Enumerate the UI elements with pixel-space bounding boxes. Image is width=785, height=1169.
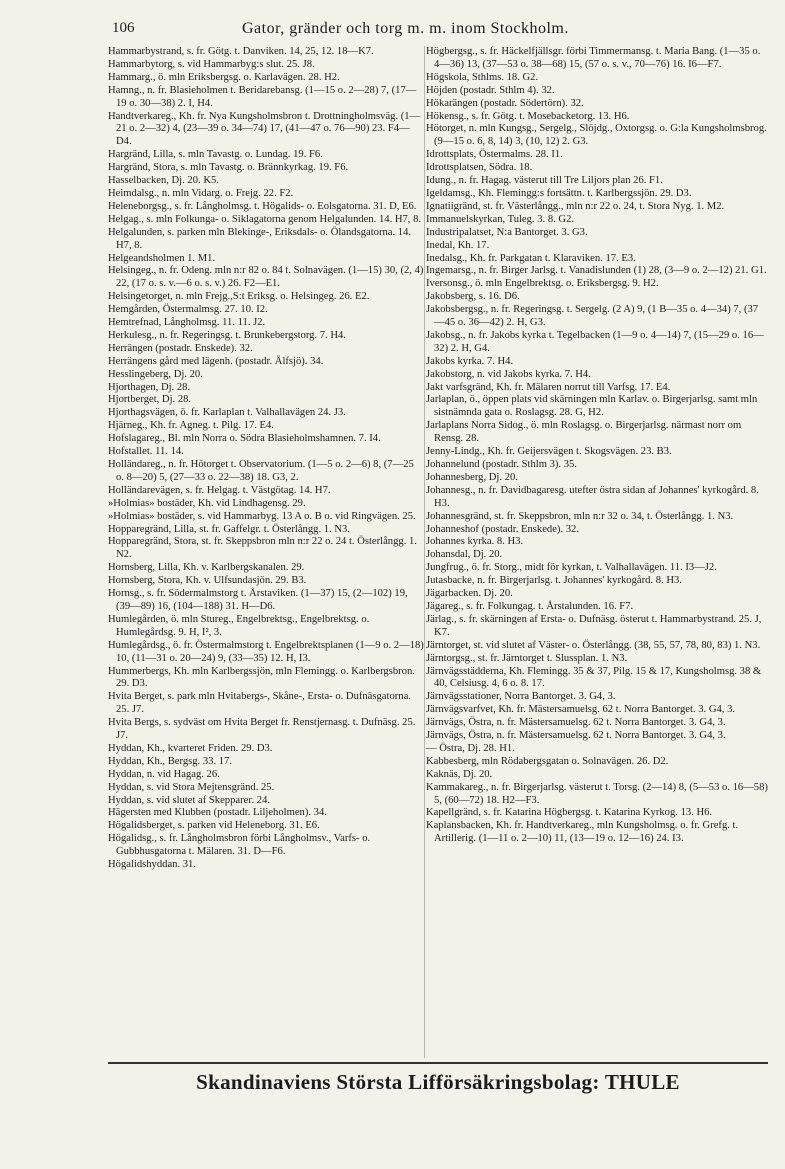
directory-entry: Herrängens gård med lägenh. (postadr. Älfsjö). 34. <box>108 355 324 367</box>
directory-entry: Järlag., s. fr. skärningen af Ersta- o. Dufnäsg. österut t. Hammarbystrand. 25. J, K7. <box>426 613 762 638</box>
directory-entry: Hjärneg., Kh. fr. Agneg. t. Pilg. 17. E4. <box>108 420 274 432</box>
directory-entry: Johansdal, Dj. 20. <box>426 549 503 561</box>
directory-entry: Järntorgsg., st. fr. Järntorget t. Slussplan. 1. N3. <box>426 652 628 664</box>
directory-entry: Johannesberg, Dj. 20. <box>426 471 518 483</box>
directory-entry: Hornsberg, Stora, Kh. v. Ulfsundasjön. 29. B3. <box>108 575 307 587</box>
directory-entry: Handtverkareg., Kh. fr. Nya Kungsholmsbron t. Drottningholmsväg. (1—21 o. 2—32) 4, (23—39 o. 34—74) 17, (41—47 o. 76—90) 23. F4—D4. <box>108 110 421 148</box>
directory-entry: Herkulesg., n. fr. Regeringsg. t. Brunkebergstorg. 7. H4. <box>108 329 346 341</box>
directory-entry: Hemgården, Östermalmsg. 27. 10. I2. <box>108 304 268 316</box>
directory-entry: Kammakareg., n. fr. Birgerjarlsg. västerut t. Torsg. (2—14) 8, (5—53 o. 16—58) 5, (60—72) 18. H2—F3. <box>426 781 768 806</box>
directory-entry: Jakobsg., n. fr. Jakobs kyrka t. Tegelbacken (1—9 o. 4—14) 7, (15—29 o. 16—32) 2. H, G4. <box>426 329 764 354</box>
directory-entry: Högalidsg., s. fr. Långholmsbron förbi Långholmsv., Varfs- o. Gubbhusgatorna t. Mälaren. 31. D—F6. <box>108 833 371 858</box>
directory-entry: Hammarg., ö. mln Eriksbergsg. o. Karlavägen. 28. H2. <box>108 71 340 83</box>
directory-entry: Järnvägsvarfvet, Kh. fr. Mästersamuelsg. 62 t. Norra Bantorget. 3. G4, 3. <box>426 704 736 716</box>
footer-advertisement: Skandinaviens Största Lifförsäkringsbolag: THULE <box>196 1070 680 1094</box>
directory-entry: Högskola, Sthlms. 18. G2. <box>426 71 539 83</box>
directory-entry: Hjorthagen, Dj. 28. <box>108 381 191 393</box>
directory-entry: Hyddan, s. vid slutet af Skepparег. 24. <box>108 794 271 806</box>
directory-entry: Inedal, Kh. 17. <box>426 239 490 251</box>
directory-entry: Hjorthagsvägen, ö. fr. Karlaplan t. Valhallavägen 24. J3. <box>108 407 346 419</box>
directory-entry: Immanuelskyrkan, Tuleg. 3. 8. G2. <box>426 213 575 225</box>
directory-entry: Johanneshof (postadr. Enskede). 32. <box>426 523 579 535</box>
directory-entry: Idrottsplats, Östermalms. 28. I1. <box>426 149 563 161</box>
directory-entry: Järnvägs, Östra, n. fr. Mästersamuelsg. 62 t. Norra Bantorget. 3. G4, 3. <box>426 730 726 742</box>
directory-entry: Helgag., s. mln Folkunga- o. Siklagatorna genom Helgalunden. 14. H7, 8. <box>108 213 422 225</box>
directory-entry: Igeldamsg., Kh. Flemingg:s fortsättn. t. Karlbergssjön. 29. D3. <box>426 187 692 199</box>
directory-entry: Industripalatset, N:a Bantorget. 3. G3. <box>426 226 588 238</box>
directory-entry: Hamng., n. fr. Blasieholmen t. Beridarebansg. (1—15 o. 2—28) 7, (17—19 o. 30—38) 2. I, H4. <box>108 84 417 109</box>
directory-entry: Järnvägs, Östra, n. fr. Mästersamuelsg. 62 t. Norra Bantorget. 3. G4, 3. <box>426 717 726 729</box>
directory-entry: Holländarevägen, s. fr. Helgag. t. Västgötag. 14. H7. <box>108 484 331 496</box>
directory-entry: Hopparegränd, Lilla, st. fr. Gaffelgr. t. Österlångg. 1. N3. <box>108 523 350 535</box>
directory-entry: Järntorget, st. vid slutet af Väster- o. Österlångg. (38, 55, 57, 78, 80, 83) 1. N3. <box>426 639 761 651</box>
directory-entry: Hvita Berget, s. park mln Hvitabergs-, Skåne-, Ersta- o. Dufnäsgatorna. 25. J7. <box>108 691 411 716</box>
directory-entry: Idrottsplatsen, Södra. 18. <box>426 162 533 174</box>
directory-entry: Jarlaplans Norra Sidog., ö. mln Roslagsg. o. Birgerjarlsg. närmast norr om Rensg. 28. <box>426 420 742 445</box>
directory-entry: Helsingetorget, n. mln Frejg.,S:t Eriksg. o. Helsingeg. 26. E2. <box>108 291 370 303</box>
directory-entry: »Holmias» bostäder, s. vid Hammarbyg. 13 A o. B o. vid Ringvägen. 25. <box>108 510 416 522</box>
right-column <box>426 46 768 846</box>
column-divider <box>424 46 425 1058</box>
directory-entry: Hornsberg, Lilla, Kh. v. Karlbergskanalen. 29. <box>108 562 305 574</box>
directory-entry: Johannesgränd, st. fr. Skeppsbron, mln n:r 32 o. 34, t. Österlångg. 1. N3. <box>426 510 734 522</box>
directory-entry: Jakt varfsgränd, Kh. fr. Mälaren norrut till Varfsg. 17. E4. <box>426 381 671 393</box>
page-header <box>112 20 772 42</box>
directory-entry: Hjortberget, Dj. 28. <box>108 394 192 406</box>
directory-entry: Iversonsg., ö. mln Engelbrektsg. o. Eriksbergsg. 9. H2. <box>426 278 659 290</box>
directory-entry: Höjden (postadr. Sthlm 4). 32. <box>426 84 555 96</box>
directory-entry: Jakobstorg, n. vid Jakobs kyrka. 7. H4. <box>426 368 591 380</box>
directory-entry: Hemtrefnad, Långholmsg. 11. 11. J2. <box>108 317 266 329</box>
directory-entry: Hammarbystrand, s. fr. Götg. t. Danviken. 14, 25, 12. 18—K7. <box>108 46 374 57</box>
directory-entry: Heimdalsg., n. mln Vidarg. o. Frejg. 22. F2. <box>108 187 294 199</box>
directory-entry: Hasselbacken, Dj. 20. K5. <box>108 175 219 187</box>
directory-entry: Jägarbacken. Dj. 20. <box>426 588 513 600</box>
directory-entry: Johannelund (postadr. Sthlm 3). 35. <box>426 459 577 470</box>
directory-entry: Inedalsg., Kh. fr. Parkgatan t. Klaraviken. 17. E3. <box>426 252 636 264</box>
footer-rule <box>108 1062 768 1064</box>
directory-entry: Kapellgränd, s. fr. Katarina Högbergsg. t. Katarina Kyrkog. 13. H6. <box>426 807 713 819</box>
directory-entry: Helgeandsholmen 1. M1. <box>108 252 216 264</box>
directory-entry: Ignatiigränd, st. fr. Västerlångg., mln n:r 22 o. 24, t. Stora Nyg. 1. M2. <box>426 200 725 212</box>
directory-entry: — Östra, Dj. 28. H1. <box>426 742 515 754</box>
directory-entry: Hyddan, Kh., kvarteret Friden. 29. D3. <box>108 742 273 754</box>
directory-entry: Jarlaplan, ö., öppen plats vid skärningen mln Karlav. o. Birgerjarlsg. samt mln sistnämnda gata o. Roslagsg. 28. G, H2. <box>426 394 758 419</box>
directory-entry: Högalidshyddan. 31. <box>108 859 196 871</box>
directory-entry: Kabbesberg, mln Rödabergsgatan o. Solnavägen. 26. D2. <box>426 755 669 767</box>
directory-entry: Idung., n. fr. Hagag. västerut till Tre Liljors plan 26. F1. <box>426 175 663 187</box>
directory-entry: Helgalunden, s. parken mln Blekinge-, Eriksdals- o. Ölandsgatorna. 14. H7, 8. <box>108 226 412 251</box>
directory-entry: Johannes kyrka. 8. H3. <box>426 536 524 548</box>
directory-entry: Humlegårdsg., ö. fr. Östermalmstorg t. Engelbrektsplanen (1—9 o. 2—18) 10, (11—31 o. 20—24) 9, (33—35) 12. H, I3. <box>108 639 424 664</box>
page-title: Gator, gränder och torg m. m. inom Stockholm. <box>242 20 569 37</box>
directory-entry: Heleneborgsg., s. fr. Långholmsg. t. Högalids- o. Eolsgatorna. 31. D, E6. <box>108 200 417 212</box>
directory-entry: Ingemarsg., n. fr. Birger Jarlsg. t. Vanadislunden (1) 28, (3—9 o. 2—12) 21. G1. <box>426 265 767 277</box>
directory-entry: Hyddan, Kh., Bergsg. 33. 17. <box>108 755 232 767</box>
directory-entry: Helsingeg., n. fr. Odeng. mln n:r 82 o. 84 t. Solnavägen. (1—15) 30, (2, 4) 22, (17 o. s. v.—6 o. s. v.) 26. F2—E1. <box>108 265 424 290</box>
directory-entry: Hornsg., s. fr. Södermalmstorg t. Årstaviken. (1—37) 15, (2—102) 19, (39—89) 16, (104—188) 31. H—D6. <box>108 588 408 612</box>
directory-entry: Järnvägsstädderna, Kh. Flemingg. 35 & 37, Pilg. 15 & 17, Kungsholmsg. 38 & 40, Celsiusg. 4, 6 o. 8. 17. <box>426 665 762 690</box>
directory-entry: Hökarängen (postadr. Södertörn). 32. <box>426 97 584 109</box>
directory-entry: Jakobs kyrka. 7. H4. <box>426 355 514 367</box>
directory-entry: Jungfrug., ö. fr. Storg., midt för kyrkan, t. Valhallavägen. 11. I3—J2. <box>426 562 717 574</box>
directory-entry: Jenny-Lindg., Kh. fr. Geijersvägen t. Skogsvägen. 23. B3. <box>426 446 672 458</box>
directory-entry: Hargränd, Lilla, s. mln Tavastg. o. Lundag. 19. F6. <box>108 149 323 161</box>
directory-entry: Järnvägsstationer, Norra Bantorget. 3. G4, 3. <box>426 691 616 703</box>
directory-entry: Hammarbytorg, s. vid Hammarbyg:s slut. 25. J8. <box>108 58 315 70</box>
directory-entry: Herrängen (postadr. Enskede). 32. <box>108 342 253 354</box>
directory-entry: Johannesg., n. fr. Davidbagaresg. utefter östra sidan af Johannes' kyrkogård. 8. H3. <box>426 484 759 509</box>
left-column <box>108 46 424 872</box>
directory-entry: Hyddan, s. vid Stora Mejtensgränd. 25. <box>108 781 275 793</box>
directory-entry: Hargränd, Stora, s. mln Tavastg. o. Brännkyrkag. 19. F6. <box>108 162 349 174</box>
directory-entry: Holländareg., n. fr. Hötorget t. Observatorium. (1—5 o. 2—6) 8, (7—25 o. 8—20) 5, (27—33 o. 22—38) 18. G3, 2. <box>108 459 414 483</box>
directory-entry: Högbergsg., s. fr. Häckelfjällsgr. förbi Timmermansg. t. Maria Bang. (1—35 o. 4—36) 13, (37—53 o. 38—68) 15, (57 o. s. v., 70—76) 16. I6—F7. <box>426 46 761 70</box>
directory-entry: Jägareg., s. fr. Folkungag. t. Årstalunden. 16. F7. <box>426 600 634 612</box>
directory-entry: Jutasbacke, n. fr. Birgerjarlsg. t. Johannes' kyrkogård. 8. H3. <box>426 575 682 587</box>
directory-entry: Hökensg., s. fr. Götg. t. Mosebacketorg. 13. H6. <box>426 110 630 122</box>
directory-entry: Hofstallet. 11. 14. <box>108 446 184 458</box>
directory-entry: Hesslingeberg, Dj. 20. <box>108 368 203 380</box>
directory-entry: Kaknäs, Dj. 20. <box>426 768 493 780</box>
directory-entry: Hägersten med Klubben (postadr. Liljeholmen). 34. <box>108 807 327 819</box>
directory-entry: Hummerbergs, Kh. mln Karlbergssjön, mln Flemingg. o. Karlbergsbron. 29. D3. <box>108 665 415 690</box>
directory-entry: Jakobsberg, s. 16. D6. <box>426 291 520 303</box>
directory-entry: Hvita Bergs, s. sydväst om Hvita Berget fr. Renstjernasg. t. Dufnäsg. 25. J7. <box>108 717 416 742</box>
directory-entry: Hofslagareg., Bl. mln Norra o. Södra Blasieholmshamnen. 7. I4. <box>108 433 381 445</box>
directory-entry: Kaplansbacken, Kh. fr. Handtverkareg., mln Kungsholmsg. o. fr. Grefg. t. Artillerig. (1—11 o. 2—10) 11, (13—19 o. 12—16) 24. I3. <box>426 820 739 845</box>
directory-entry: Humlegården, ö. mln Stureg., Engelbrektsg., Engelbrektsg. o. Humlegårdsg. 9. H, I², 3. <box>108 613 370 638</box>
directory-entry: Hopparegränd, Stora, st. fr. Skeppsbron mln n:r 22 o. 24 t. Österlångg. 1. N2. <box>108 536 417 561</box>
directory-entry: »Holmias» bostäder, Kh. vid Lindhagensg. 29. <box>108 497 306 509</box>
directory-entry: Hötorget, n. mln Kungsg., Sergelg., Slöjdg., Oxtorgsg. o. G:la Kungsholmsbrog. (9—15 o. 6, 8, 14) 3, (10, 12) 2. G3. <box>426 123 767 148</box>
page-number: 106 <box>112 20 135 36</box>
directory-entry: Jakobsbergsg., n. fr. Regeringsg. t. Sergelg. (2 A) 9, (1 B—35 o. 4—34) 7, (37—45 o. 36—42) 2. H, G3. <box>426 304 759 329</box>
directory-entry: Högalidsberget, s. parken vid Heleneborg. 31. E6. <box>108 820 320 832</box>
directory-entry: Hyddan, n. vid Hagag. 26. <box>108 768 220 780</box>
